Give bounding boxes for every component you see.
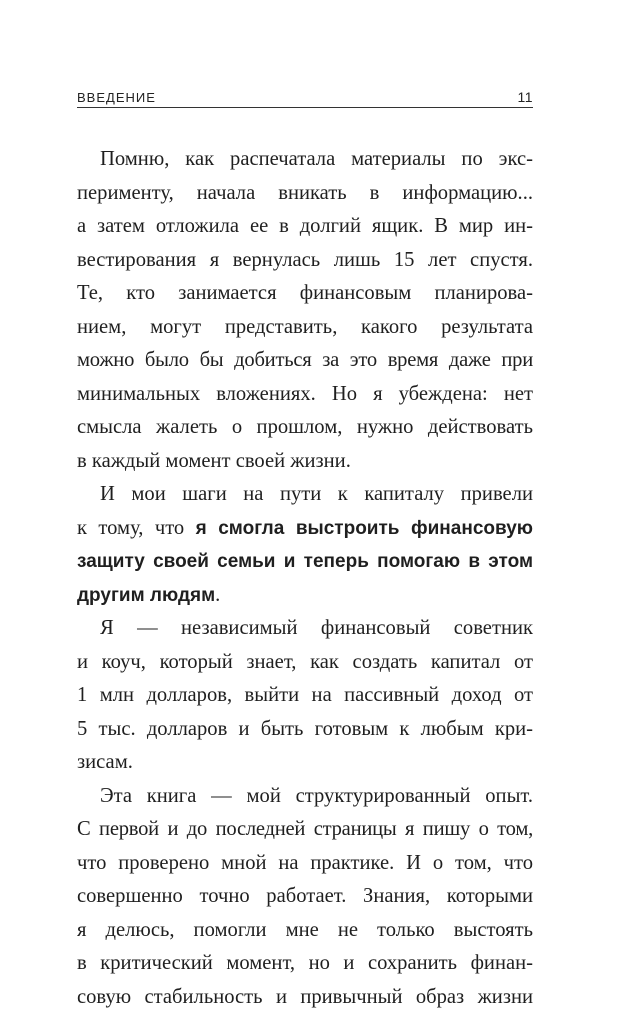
- bold-text: защиту своей семьи и теперь помогаю в этом: [77, 551, 533, 572]
- text-line: 5 тыс. долларов и быть готовым к любым кри-: [77, 713, 533, 747]
- bold-text: другим людям: [77, 585, 215, 606]
- text-line: И мои шаги на пути к капиталу привели: [77, 478, 533, 512]
- text-line: смысла жалеть о прошлом, нужно действовать: [77, 411, 533, 445]
- page-number: 11: [517, 89, 533, 105]
- text-line: Те, кто занимается финансовым планирова-: [77, 277, 533, 311]
- text-line: что проверено мной на практике. И о том, что: [77, 847, 533, 881]
- plain-text: к тому, что: [77, 517, 196, 539]
- text-line: [77, 545, 533, 579]
- text-line: совую стабильность и привычный образ жизни: [77, 981, 533, 1014]
- text-line: минимальных вложениях. Но я убеждена: нет: [77, 378, 533, 412]
- text-line: нием, могут представить, какого результата: [77, 311, 533, 345]
- paragraph-3: [77, 612, 533, 780]
- text-line: Помню, как распечатала материалы по экс-: [77, 143, 533, 177]
- text-line: я делюсь, помогли мне не только выстоять: [77, 914, 533, 948]
- text-line: в критический момент, но и сохранить финан-: [77, 947, 533, 981]
- paragraph-1: [77, 143, 533, 478]
- text-line: совершенно точно работает. Знания, которыми: [77, 880, 533, 914]
- text-line: Эта книга — мой структурированный опыт.: [77, 780, 533, 814]
- text-line: [77, 579, 533, 613]
- paragraph-4: [77, 780, 533, 1014]
- bold-text: я смогла выстроить финансовую: [196, 518, 533, 539]
- text-line: можно было бы добиться за это время даже при: [77, 344, 533, 378]
- text-line: Я — независимый финансовый советник: [77, 612, 533, 646]
- text-line: а затем отложила ее в долгий ящик. В мир ин-: [77, 210, 533, 244]
- text-line: в каждый момент своей жизни.: [77, 445, 533, 479]
- section-title: ВВЕДЕНИЕ: [77, 90, 156, 105]
- text-line: вестирования я вернулась лишь 15 лет спустя.: [77, 244, 533, 278]
- plain-text: .: [215, 584, 220, 606]
- text-line: перименту, начала вникать в информацию...: [77, 177, 533, 211]
- text-line: 1 млн долларов, выйти на пассивный доход от: [77, 679, 533, 713]
- text-line: и коуч, который знает, как создать капитал от: [77, 646, 533, 680]
- header-rule: [77, 107, 533, 108]
- running-header: [77, 83, 533, 105]
- text-line: [77, 512, 533, 546]
- text-line: С первой и до последней страницы я пишу о том,: [77, 813, 533, 847]
- text-line: зисам.: [77, 746, 533, 780]
- body-text: [77, 143, 533, 1014]
- paragraph-2: [77, 478, 533, 612]
